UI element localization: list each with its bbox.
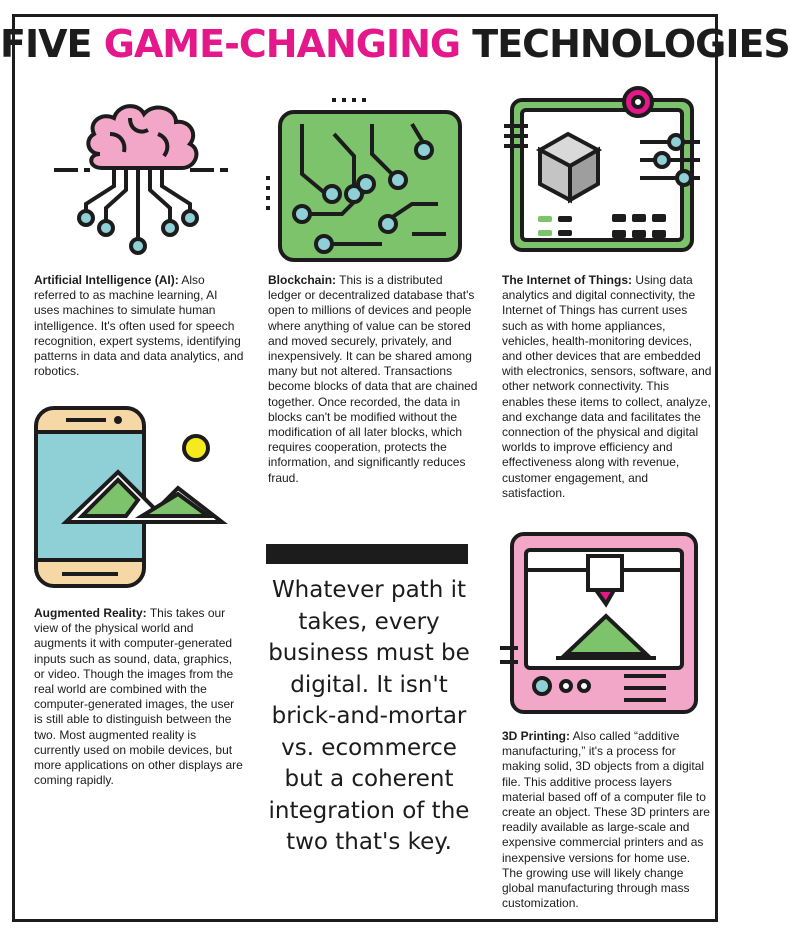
ar-heading: Augmented Reality: — [34, 606, 147, 620]
circuit-board-icon — [262, 94, 474, 266]
title-part-2: TECHNOLOGIES — [460, 22, 790, 66]
ai-blurb — [34, 273, 244, 379]
blockchain-blurb — [268, 273, 478, 486]
ai-body: Also referred to as machine learning, AI uses machines to simulate human intelligence. It's often used for speech recognition, expert systems, identifying patterns in data and data analytics, and robotics. — [34, 273, 244, 379]
ar-blurb — [34, 606, 244, 788]
page-title — [0, 22, 790, 66]
ar-phone-mountain-icon — [26, 400, 234, 590]
3d-printing-body: Also called “additive manufacturing,” it's a process for making solid, 3D objects from a digital file. This additive process layers material based off of a computer file to create an object. These 3D printers are readily available as large-scale and expensive commercial printers and as inexpensive versions for home use. The growing use will likely change global manufacturing through mass customization. — [502, 729, 710, 911]
iot-body: Using data analytics and digital connectivity, the Internet of Things has current uses such as with home appliances, vehicles, health-monitoring devices, and other devices that are embedded with electronics, sensors, software, and other network connectivity. This enables these items to collect, analyze, and exchange data and facilitates the connection of the physical and digital worlds to improve efficiency and effectiveness along with revenue, customer engagement, and satisfaction. — [502, 273, 712, 500]
brain-circuit-icon — [30, 90, 242, 260]
3d-printer-icon — [496, 528, 706, 718]
3d-printing-blurb — [502, 729, 710, 911]
iot-dashboard-icon — [500, 86, 712, 258]
title-part-1: FIVE — [0, 22, 104, 66]
iot-heading: The Internet of Things: — [502, 273, 632, 287]
title-accent: GAME-CHANGING — [103, 22, 461, 66]
blockchain-heading: Blockchain: — [268, 273, 337, 287]
blockchain-body: This is a distributed ledger or decentralized database that's open to millions of devices and people where anything of value can be stored and moved securely, privately, and inexpensively. It can be shared among many but not altered. Transactions become blocks of data that are chained together. Once recorded, the data in blocks can't be modified without the modification of all later blocks, which requires cooperation, protects the information, and significantly reduces fraud. — [268, 273, 478, 485]
quote-bar — [266, 544, 468, 564]
ai-heading: Artificial Intelligence (AI): — [34, 273, 179, 287]
pull-quote: Whatever path it takes, every business must be digital. It isn't brick-and-mortar vs. ecommerce but a coherent integration of the two that's key. — [268, 577, 470, 855]
3d-printing-heading: 3D Printing: — [502, 729, 570, 743]
iot-blurb — [502, 273, 712, 501]
ar-body: This takes our view of the physical world and augments it with computer-generated inputs such as sound, data, graphics, or video. Though the images from the real world are combined with the computer-generated images, the user is still able to distinguish between the two. Most augmented reality is currently used on mobile devices, but more applications on other displays are coming rapidly. — [34, 606, 243, 788]
